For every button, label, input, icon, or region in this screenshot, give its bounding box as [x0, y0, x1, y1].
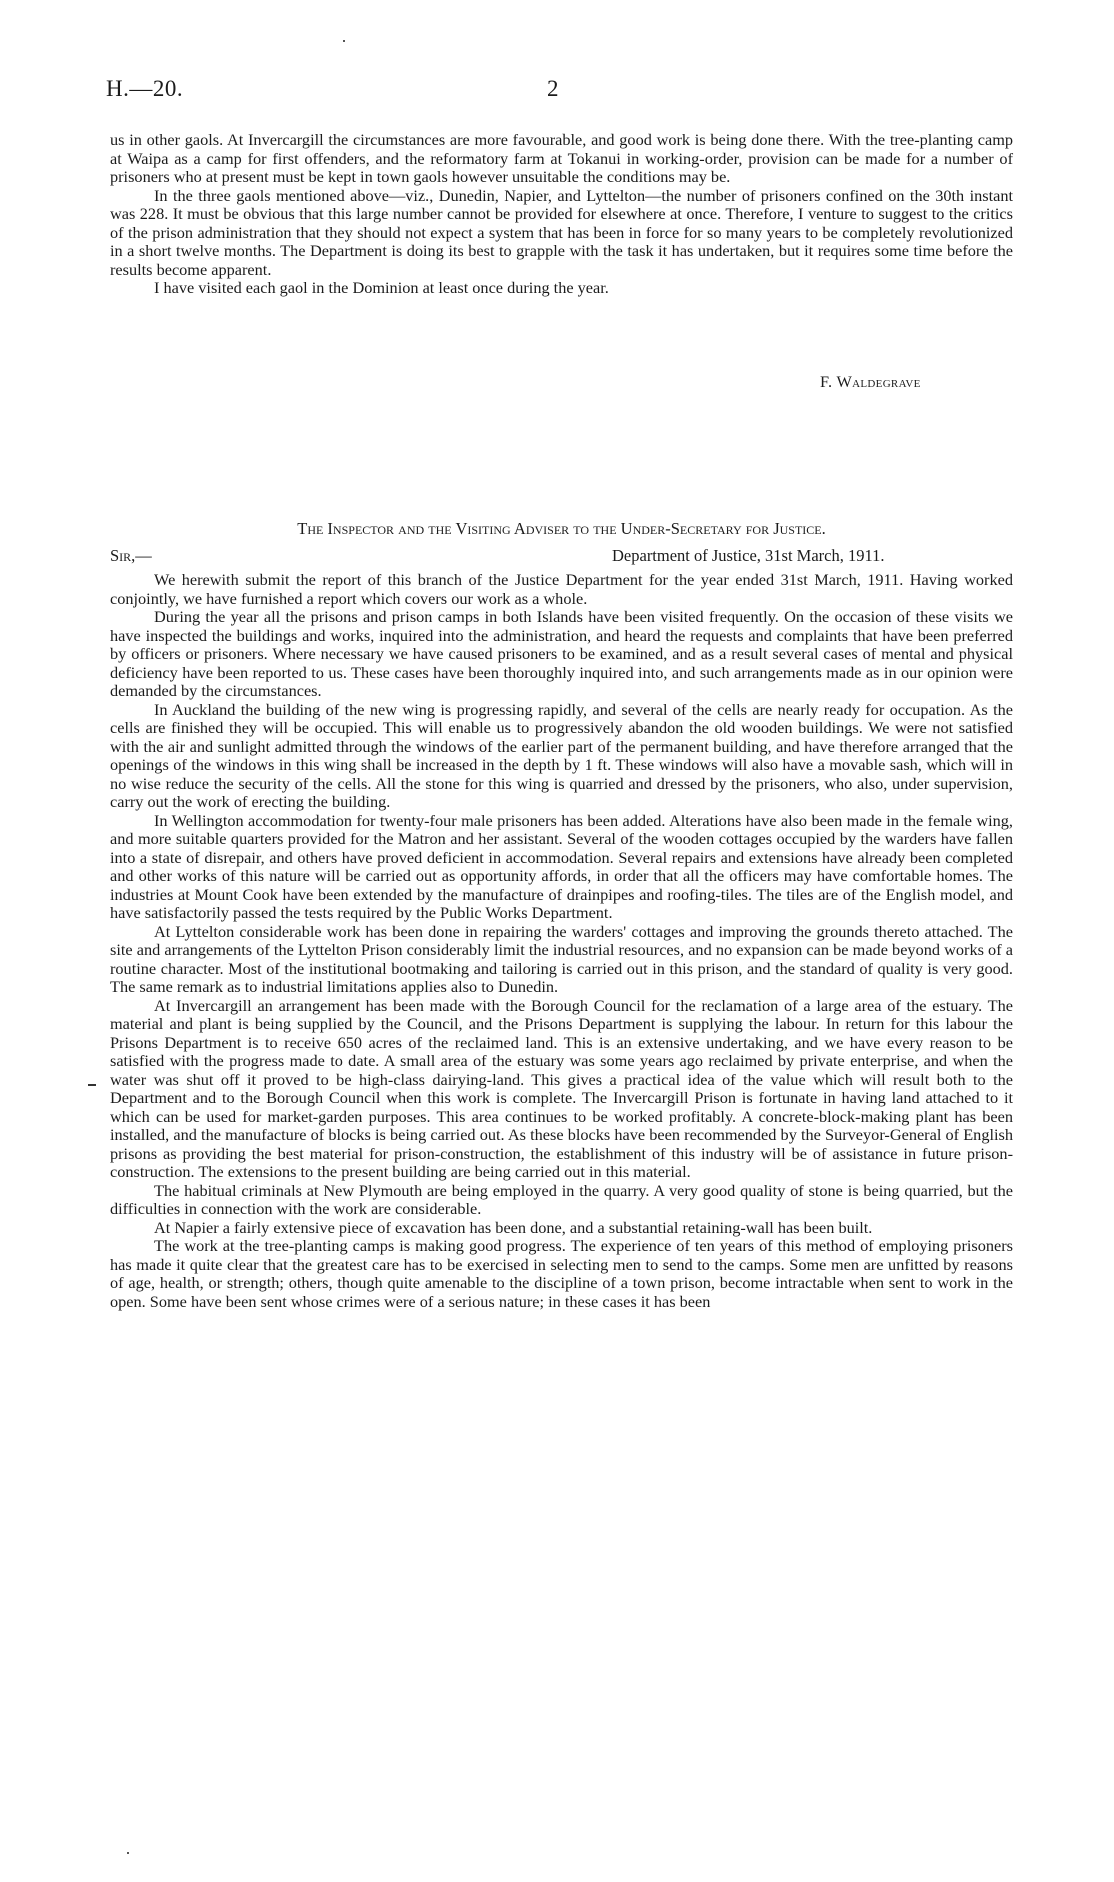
paragraph: The habitual criminals at New Plymouth are being employed in the quarry. A very good quality of stone is being quarried, but the difficulties in connection with the work are considerable.	[110, 1180, 1013, 1218]
paragraph: In Wellington accommodation for twenty-four male prisoners has been added. Alterations have also been made in the female wing, and more suitable quarters provided for the Matron and her assistant. Several of the wooden cottages occupied by the warders have fallen into a state of disrepair, and others have proved deficient in accommodation. Several repairs and extensions have already been completed and other works of this nature will be carried out as opportunity affords, in order that all the officers may have comfortable homes. The industries at Mount Cook have been extended by the manufacture of drainpipes and roofing-tiles. The tiles are of the English model, and have satisfactorily passed the tests required by the Public Works Department.	[110, 810, 1013, 922]
paragraph: The work at the tree-planting camps is making good progress. The experience of ten years of this method of employing prisoners has made it quite clear that the greatest care has to be exercised in selecting men to send to the camps. Some men are unfitted by reasons of age, health, or strength; others, though quite amenable to the discipline of a town prison, become intractable when sent to work in the open. Some have been sent whose crimes were of a serious nature; in these cases it has been	[110, 1236, 1013, 1311]
report-title: The Inspector and the Visiting Adviser to the Under-Secretary for Justice.	[297, 519, 826, 538]
paragraph: In Auckland the building of the new wing is progressing rapidly, and several of the cells are nearly ready for occupation. As the cells are finished they will be occupied. This will enable us to progressively abandon the old wooden buildings. We were not satisfied with the air and sunlight admitted through the windows of the earlier part of the permanent building, and have therefore arranged that the openings of the windows in this wing shall be increased in the depth by 1 ft. These windows will also have a movable sash, which will in no wise reduce the security of the cells. All the stone for this wing is quarried and dressed by the prisoners, who also, under supervision, carry out the work of erecting the building.	[110, 699, 1013, 811]
scan-speck	[343, 40, 345, 42]
page-number: 2	[547, 76, 559, 101]
paragraph: At Invercargill an arrangement has been made with the Borough Council for the reclamation of a large area of the estuary. The material and plant is being supplied by the Council, and the Prisons Department is supplying the labour. In return for this labour the Prisons Department is to receive 650 acres of the reclaimed land. This is an extensive undertaking, and we have every reason to be satisfied with the progress made to date. A small area of the estuary was some years ago reclaimed by private enterprise, and when the water was shut off it proved to be high-class dairying-land. This gives a practical idea of the value which will result both to the Department and to the Borough Council when this work is complete. The Invercargill Prison is fortunate in having land attached to it which can be used for market-garden purposes. This area continues to be worked profitably. A concrete-block-making plant has been installed, and the manufacture of blocks is being carried out. As these blocks have been recommended by the Surveyor-General of English prisons as providing the best material for prison-construction, the establishment of this industry will be of assistance in future prison-construction. The extensions to the present building are being carried out in this material.	[110, 995, 1013, 1181]
salutation: Sir,—	[110, 546, 152, 565]
paragraph: At Lyttelton considerable work has been done in repairing the warders' cottages and improving the grounds thereto attached. The site and arrangements of the Lyttelton Prison considerably limit the industrial resources, and no expansion can be made beyond works of a routine character. Most of the institutional bootmaking and tailoring is carried out in this prison, and the standard of quality is very good. The same remark as to industrial limitations applies also to Dunedin.	[110, 921, 1013, 996]
paragraph: In the three gaols mentioned above—viz., Dunedin, Napier, and Lyttelton—the number of prisoners confined on the 30th instant was 228. It must be obvious that this large number cannot be provided for elsewhere at once. Therefore, I venture to suggest to the critics of the prison administration that they should not expect a system that has been in force for so many years to be completely revolutionized in a short twelve months. The Department is doing its best to grapple with the task it has undertaken, but it requires some time before the results become apparent.	[110, 185, 1013, 279]
section2-body	[110, 571, 1013, 1311]
dateline: Department of Justice, 31st March, 1911.	[612, 546, 885, 565]
paragraph: We herewith submit the report of this branch of the Justice Department for the year ended 31st March, 1911. Having worked conjointly, we have furnished a report which covers our work as a whole.	[110, 570, 1013, 608]
margin-mark	[88, 1084, 96, 1086]
scan-speck	[127, 1852, 129, 1854]
document-code: H.—20.	[106, 76, 184, 101]
paragraph: During the year all the prisons and prison camps in both Islands have been visited frequently. On the occasion of these visits we have inspected the buildings and works, inquired into the administration, and heard the requests and complaints that have been preferred by officers or prisoners. Where necessary we have caused prisoners to be examined, and as a result several cases of mental and physical deficiency have been reported to us. These cases have been thoroughly inquired into, and such arrangements made as in our opinion were demanded by the circumstances.	[110, 607, 1013, 700]
paragraph: I have visited each gaol in the Dominion at least once during the year.	[154, 278, 609, 297]
paragraph: At Napier a fairly extensive piece of excavation has been done, and a substantial retaining-wall has been built.	[154, 1217, 873, 1237]
signature: F. Waldegrave	[820, 372, 921, 391]
section1-body	[110, 131, 1013, 298]
paragraph: us in other gaols. At Invercargill the circumstances are more favourable, and good work is being done there. With the tree-planting camp at Waipa as a camp for first offenders, and the reformatory farm at Tokanui in working-order, provision can be made for a number of prisoners who at present must be kept in town gaols however unsuitable the conditions may be.	[110, 130, 1013, 186]
